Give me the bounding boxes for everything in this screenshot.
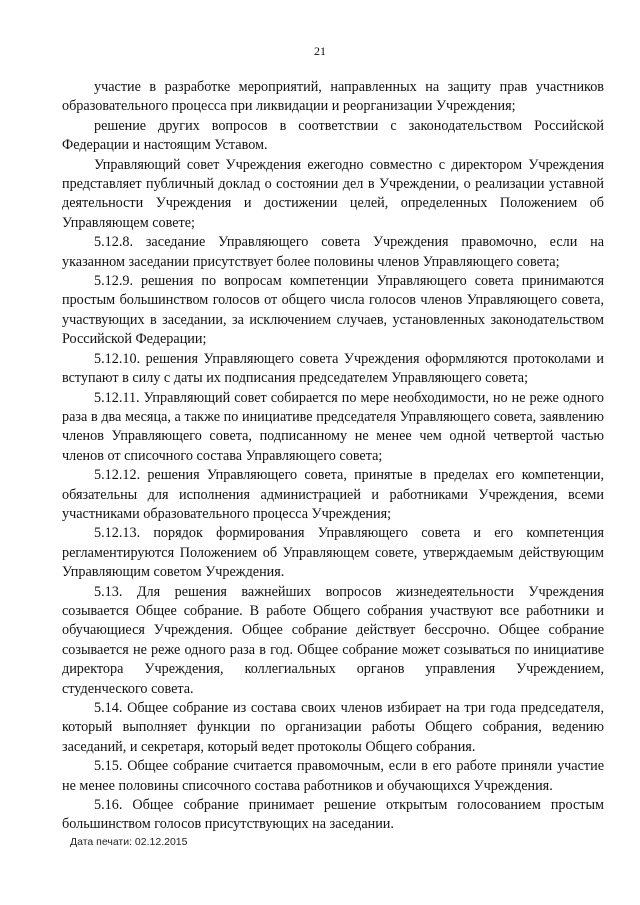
paragraph-participation-measures: участие в разработке мероприятий, направленных на защиту прав участников образовательного процесса при ликвидации и реорганизации Учреждения;: [62, 79, 604, 115]
paragraph-5-14: 5.14. Общее собрание из состава своих членов избирает на три года председателя, который выполняет функции по организации работы Общего собрания, ведению заседаний, и секретаря, который ведет протоколы Общего собрания.: [62, 700, 604, 755]
paragraph-5-12-11: 5.12.11. Управляющий совет собирается по мере необходимости, но не реже одного раза в два месяца, а также по инициативе председателя Управляющего совета, заявлению членов Управляющего совета, подписанному не менее чем одной четвертой частью членов от списочного состава Управляющего совета;: [62, 389, 604, 464]
paragraph-5-12-9: 5.12.9. решения по вопросам компетенции Управляющего совета принимаются простым большинством голосов от общего числа голосов членов Управляющего совета, участвующих в заседании, за исключением случаев, установленных законодательством Российской Федерации;: [62, 273, 604, 348]
paragraph-5-12-10: 5.12.10. решения Управляющего совета Учреждения оформляются протоколами и вступают в силу с даты их подписания председателем Управляющего совета;: [62, 350, 604, 387]
print-date: Дата печати: 02.12.2015: [70, 836, 188, 848]
paragraph-5-13: 5.13. Для решения важнейших вопросов жизнедеятельности Учреждения созывается Общее собрание. В работе Общего собрания участвуют все работники и обучающиеся Учреждения. Общее собрание действует бессрочно. Общее собрание созывается не реже одного раза в год. Общее собрание может созываться по инициативе директора Учреждения, коллегиальных органов управления Учреждением, студенческого совета.: [62, 583, 604, 697]
paragraph-other-questions: решение других вопросов в соответствии с законодательством Российской Федерации и настоящим Уставом.: [62, 117, 604, 154]
paragraph-5-12-8: 5.12.8. заседание Управляющего совета Учреждения правомочно, если на указанном заседании присутствует более половины членов Управляющего совета;: [62, 234, 604, 270]
paragraph-5-16: 5.16. Общее собрание принимает решение открытым голосованием простым большинством голосов присутствующих на заседании.: [62, 797, 604, 833]
paragraph-5-15: 5.15. Общее собрание считается правомочным, если в его работе приняли участие не менее половины списочного состава работников и обучающихся Учреждения.: [62, 758, 604, 794]
document-body: [62, 78, 604, 835]
paragraph-5-12-12: 5.12.12. решения Управляющего совета, принятые в пределах его компетенции, обязательны для исполнения администрацией и работниками Учреждения, всеми участниками образовательного процесса Учреждения;: [62, 467, 604, 522]
paragraph-annual-report: Управляющий совет Учреждения ежегодно совместно с директором Учреждения представляет публичный доклад о состоянии дел в Учреждении, о реализации уставной деятельности Учреждения и достижении целей, определенных Положением об Управляющем совете;: [62, 156, 604, 231]
paragraph-5-12-13: 5.12.13. порядок формирования Управляющего совета и его компетенция регламентируются Положением об Управляющем совете, утверждаемым действующим Управляющим советом Учреждения.: [62, 525, 604, 581]
page-number: 21: [314, 44, 326, 58]
